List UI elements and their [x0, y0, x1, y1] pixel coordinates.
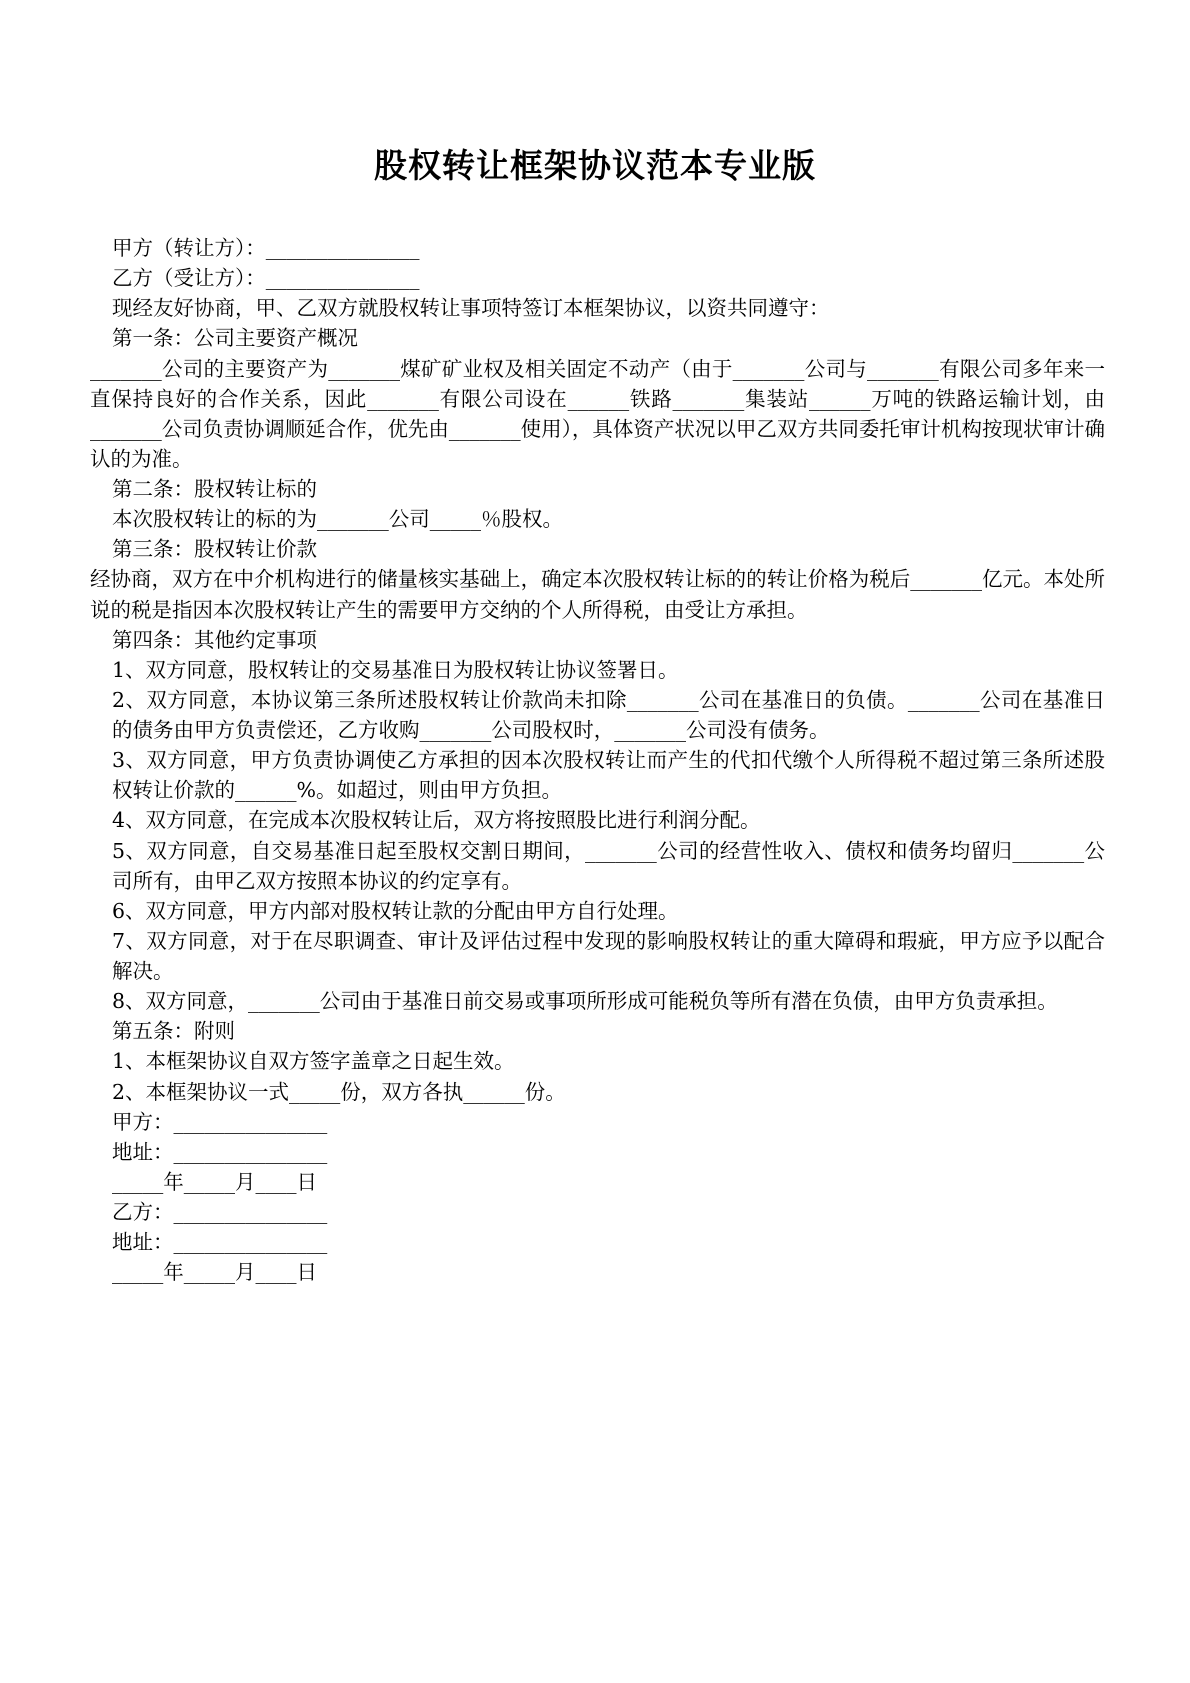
sign-party-a: 甲方：_______________ [112, 1109, 328, 1134]
page-title: 股权转让框架协议范本专业版 [374, 146, 816, 185]
article-4-item-8: 8、双方同意，_______公司由于基准日前交易或事项所形成可能税负等所有潜在负债，由甲方负责承担。 [112, 989, 1058, 1014]
article-4-item-7: 7、双方同意，对于在尽职调查、审计及评估过程中发现的影响股权转让的重大障碍和瑕疵，甲方应予以配合解决。 [112, 928, 1105, 983]
article-3-heading: 第三条：股权转让价款 [112, 537, 317, 562]
sign-date-a: _____年_____月____日 [112, 1169, 317, 1194]
article-3-body: 经协商，双方在中介机构进行的储量核实基础上，确定本次股权转让标的的转让价格为税后_______亿元。本处所说的税是指因本次股权转让产生的需要甲方交纳的个人所得税，由受让方承担。 [90, 567, 1105, 622]
article-4-item-2: 2、双方同意，本协议第三条所述股权转让价款尚未扣除_______公司在基准日的负债。_______公司在基准日的债务由甲方负责偿还，乙方收购_______公司股权时，_______公司没有债务。 [112, 687, 1105, 742]
article-5-item-1: 1、本框架协议自双方签字盖章之日起生效。 [112, 1049, 515, 1074]
sign-party-b: 乙方：_______________ [112, 1200, 328, 1224]
article-1-body: _______公司的主要资产为_______煤矿矿业权及相关固定不动产（由于_______公司与_______有限公司多年来一直保持良好的合作关系，因此_______有限公司设在______铁路_______集装站______万吨的铁路运输计划，由_______公司负责协调顺延合作，优先由_______使用），具体资产状况以甲乙双方共同委托审计机构按现状审计确认的为准。 [90, 356, 1105, 471]
article-2-heading: 第二条：股权转让标的 [112, 477, 317, 501]
article-4-heading: 第四条：其他约定事项 [112, 627, 317, 652]
party-a-line: 甲方（转让方）：_______________ [112, 236, 420, 260]
preamble-line: 现经友好协商，甲、乙双方就股权转让事项特签订本框架协议，以资共同遵守： [112, 296, 830, 321]
sign-address-b: 地址：_______________ [112, 1230, 328, 1255]
article-4-item-3: 3、双方同意，甲方负责协调使乙方承担的因本次股权转让而产生的代扣代缴个人所得税不超过第三条所述股权转让价款的______%。如超过，则由甲方负担。 [112, 748, 1105, 803]
article-5-heading: 第五条：附则 [112, 1019, 235, 1044]
sign-address-a: 地址：_______________ [112, 1139, 328, 1164]
article-4-item-4: 4、双方同意，在完成本次股权转让后，双方将按照股比进行利润分配。 [112, 808, 761, 833]
article-4-item-5: 5、双方同意，自交易基准日起至股权交割日期间，_______公司的经营性收入、债权和债务均留归_______公司所有，由甲乙双方按照本协议的约定享有。 [112, 838, 1105, 893]
article-4-item-6: 6、双方同意，甲方内部对股权转让款的分配由甲方自行处理。 [112, 898, 679, 923]
document-body [85, 233, 1105, 1287]
signature-block [90, 1107, 1105, 1288]
article-1-heading: 第一条：公司主要资产概况 [112, 326, 358, 351]
article-2-body: 本次股权转让的标的为_______公司_____％股权。 [112, 507, 563, 532]
party-b-line: 乙方（受让方）：_______________ [112, 266, 420, 291]
article-4-item-1: 1、双方同意，股权转让的交易基准日为股权转让协议签署日。 [112, 657, 679, 682]
sign-date-b: _____年_____月____日 [112, 1260, 317, 1285]
article-5-item-2: 2、本框架协议一式_____份，双方各执______份。 [112, 1079, 566, 1104]
